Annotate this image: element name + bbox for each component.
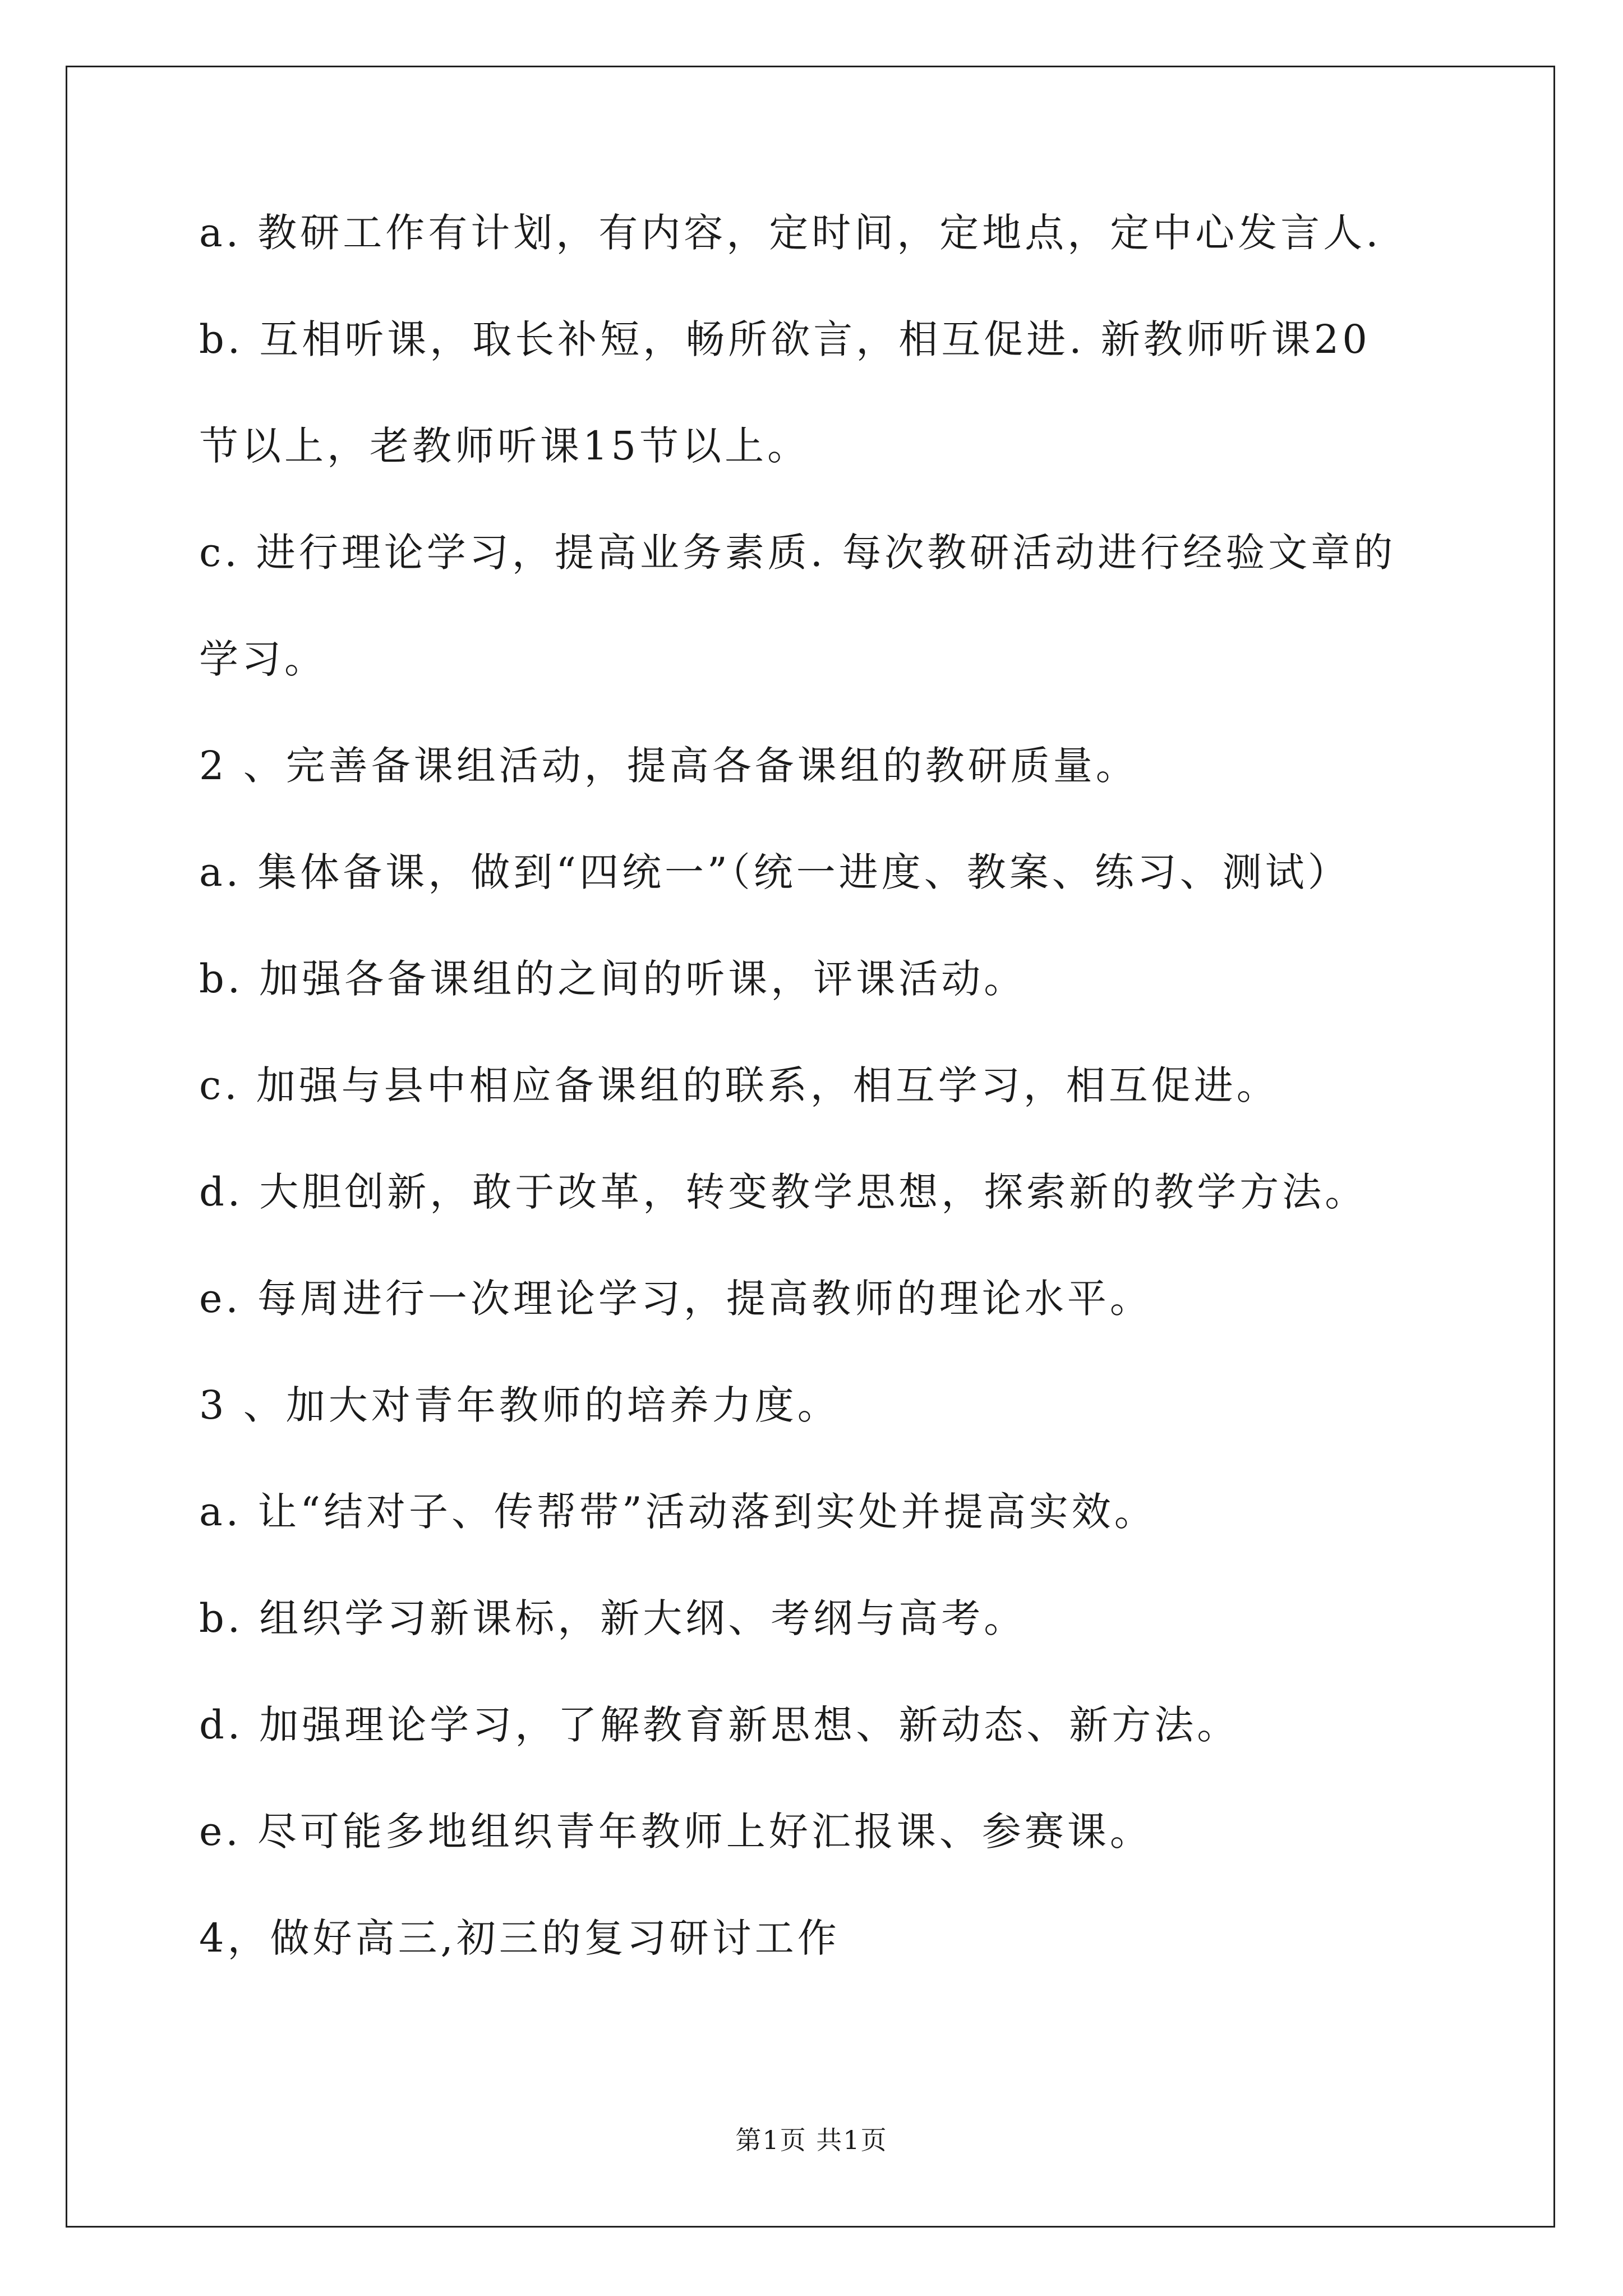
line-3: 节以上，老教师听课15节以上。 [199,423,810,469]
line-8: b. 加强各备课组的之间的听课，评课活动。 [199,956,1027,1002]
line-13: a. 让“结对子、传帮带”活动落到实处并提高实效。 [199,1489,1157,1535]
line-9: c. 加强与县中相应备课组的联系，相互学习，相互促进。 [199,1062,1279,1108]
line-5: 学习。 [199,636,327,682]
page-border [66,66,1555,2228]
line-10: d. 大胆创新，敢于改革，转变教学思想，探索新的教学方法。 [199,1169,1368,1215]
line-2: b. 互相听课，取长补短，畅所欲言，相互促进. 新教师听课20 [199,316,1371,362]
line-11: e. 每周进行一次理论学习，提高教师的理论水平。 [199,1276,1152,1322]
line-1: a. 教研工作有计划，有内容，定时间，定地点，定中心发言人. [199,210,1382,256]
line-16: e. 尽可能多地组织青年教师上好汇报课、参赛课。 [199,1809,1152,1855]
line-12: 3 、加大对青年教师的培养力度。 [199,1382,840,1428]
line-6: 2 、完善备课组活动，提高各备课组的教研质量。 [199,743,1138,789]
line-15: d. 加强理论学习，了解教育新思想、新动态、新方法。 [199,1702,1240,1748]
line-17: 4，做好高三,初三的复习研讨工作 [199,1915,840,1961]
line-14: b. 组织学习新课标，新大纲、考纲与高考。 [199,1595,1027,1641]
line-7: a. 集体备课，做到“四统一”（统一进度、教案、练习、测试） [199,849,1350,895]
line-4: c. 进行理论学习，提高业务素质. 每次教研活动进行经验文章的 [199,530,1396,576]
page-number: 第1页 共1页 [735,2125,888,2155]
